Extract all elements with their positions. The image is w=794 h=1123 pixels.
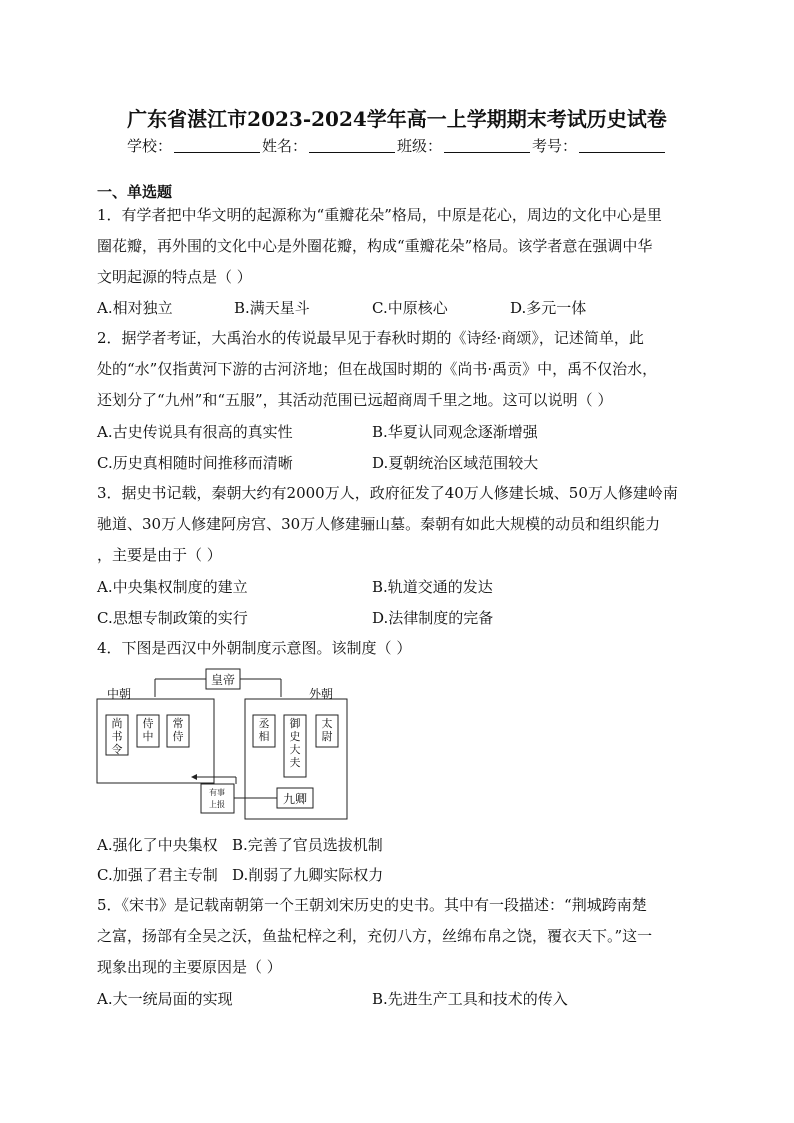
name-label: 姓名： xyxy=(261,137,307,155)
question-line: 5．《宋书》是记载南朝第一个王朝刘宋历史的史书。其中有一段描述：“荆城跨南楚 xyxy=(97,896,647,914)
outer-box-label: 尉 xyxy=(321,730,333,743)
outer-box-label: 御 xyxy=(289,717,301,730)
question-line: 4．下图是西汉中外朝制度示意图。该制度（ ） xyxy=(97,639,412,657)
section-title: 一、单选题 xyxy=(97,183,173,201)
outer-box-label: 夫 xyxy=(289,756,301,769)
question-1 xyxy=(97,200,697,293)
class-label: 班级： xyxy=(397,137,443,155)
question-line: 还划分了“九州”和“五服”，其活动范围已远超商周千里之地。这可以说明（ ） xyxy=(97,391,613,409)
option-4a[interactable]: A.强化了中央集权 xyxy=(97,836,218,854)
option-2c[interactable]: C.历史真相随时间推移而清晰 xyxy=(97,454,293,472)
question-4 xyxy=(97,633,697,664)
question-line: 圈花瓣，再外围的文化中心是外圈花瓣，构成“重瓣花朵”格局。该学者意在强调中华 xyxy=(97,237,653,255)
question-line: 之富，扬部有全吴之沃，鱼盐杞梓之利，充仞八方，丝绵布帛之饶，覆衣天下。”这一 xyxy=(97,927,653,945)
nine-ministers-label: 九卿 xyxy=(282,792,308,806)
number-label: 考号： xyxy=(532,137,578,155)
outer-box-label: 太 xyxy=(321,717,333,730)
option-1c[interactable]: C.中原核心 xyxy=(372,299,448,317)
option-2b[interactable]: B.华夏认同观念逐渐增强 xyxy=(372,423,538,441)
question-line: 3．据史书记载，秦朝大约有2000万人，政府征发了40万人修建长城、50万人修建岭南 xyxy=(97,484,678,502)
court-system-diagram xyxy=(95,667,355,825)
question-3 xyxy=(97,478,697,571)
option-5a[interactable]: A.大一统局面的实现 xyxy=(97,990,233,1008)
question-line: 现象出现的主要原因是（ ） xyxy=(97,958,282,976)
option-4b[interactable]: B.完善了官员选拔机制 xyxy=(232,836,383,854)
inner-court-label: 中朝 xyxy=(106,687,132,701)
question-line: 处的“水”仅指黄河下游的古河济地；但在战国时期的《尚书·禹贡》中，禹不仅治水， xyxy=(97,360,658,378)
option-2a[interactable]: A.古史传说具有很高的真实性 xyxy=(97,423,293,441)
option-1d[interactable]: D.多元一体 xyxy=(510,299,587,317)
report-label-top: 有事 xyxy=(209,788,225,797)
option-4d[interactable]: D.削弱了九卿实际权力 xyxy=(232,866,384,884)
outer-box-label: 大 xyxy=(289,743,301,756)
student-info-line xyxy=(0,135,794,156)
option-3d[interactable]: D.法律制度的完备 xyxy=(372,609,494,627)
class-blank[interactable] xyxy=(444,138,530,153)
option-1a[interactable]: A.相对独立 xyxy=(97,299,173,317)
option-4c[interactable]: C.加强了君主专制 xyxy=(97,866,218,884)
inner-box-label: 令 xyxy=(111,743,123,756)
outer-box-label: 丞 xyxy=(258,717,270,730)
question-2 xyxy=(97,323,697,416)
outer-court-label: 外朝 xyxy=(308,687,334,701)
option-3c[interactable]: C.思想专制政策的实行 xyxy=(97,609,248,627)
option-1b[interactable]: B.满天星斗 xyxy=(234,299,310,317)
option-2d[interactable]: D.夏朝统治区域范围较大 xyxy=(372,454,539,472)
inner-box-label: 中 xyxy=(142,730,154,743)
number-blank[interactable] xyxy=(579,138,665,153)
emperor-label: 皇帝 xyxy=(210,673,236,687)
report-arrow-icon xyxy=(191,774,197,780)
exam-title: 广东省湛江市2023-2024学年高一上学期期末考试历史试卷 xyxy=(127,107,667,131)
inner-box-label: 书 xyxy=(111,730,123,743)
question-line: 文明起源的特点是（ ） xyxy=(97,268,252,286)
question-line: ，主要是由于（ ） xyxy=(97,546,222,564)
outer-box-label: 相 xyxy=(258,730,270,743)
inner-box-label: 侍 xyxy=(172,730,184,743)
name-blank[interactable] xyxy=(309,138,395,153)
question-5 xyxy=(97,890,697,983)
question-line: 2．据学者考证，大禹治水的传说最早见于春秋时期的《诗经·商颂》，记述简单，此 xyxy=(97,329,644,347)
inner-box-label: 侍 xyxy=(142,717,154,730)
report-label-bottom: 上报 xyxy=(209,800,225,809)
question-line: 1．有学者把中华文明的起源称为“重瓣花朵”格局，中原是花心，周边的文化中心是里 xyxy=(97,206,662,224)
option-3b[interactable]: B.轨道交通的发达 xyxy=(372,578,493,596)
outer-box-label: 史 xyxy=(289,730,301,743)
school-blank[interactable] xyxy=(174,138,260,153)
school-label: 学校： xyxy=(126,137,172,155)
question-line: 驰道、30万人修建阿房宫、30万人修建骊山墓。秦朝有如此大规模的动员和组织能力 xyxy=(97,515,661,533)
option-5b[interactable]: B.先进生产工具和技术的传入 xyxy=(372,990,568,1008)
option-3a[interactable]: A.中央集权制度的建立 xyxy=(97,578,248,596)
inner-box-label: 尚 xyxy=(111,717,123,730)
inner-box-label: 常 xyxy=(172,717,184,730)
